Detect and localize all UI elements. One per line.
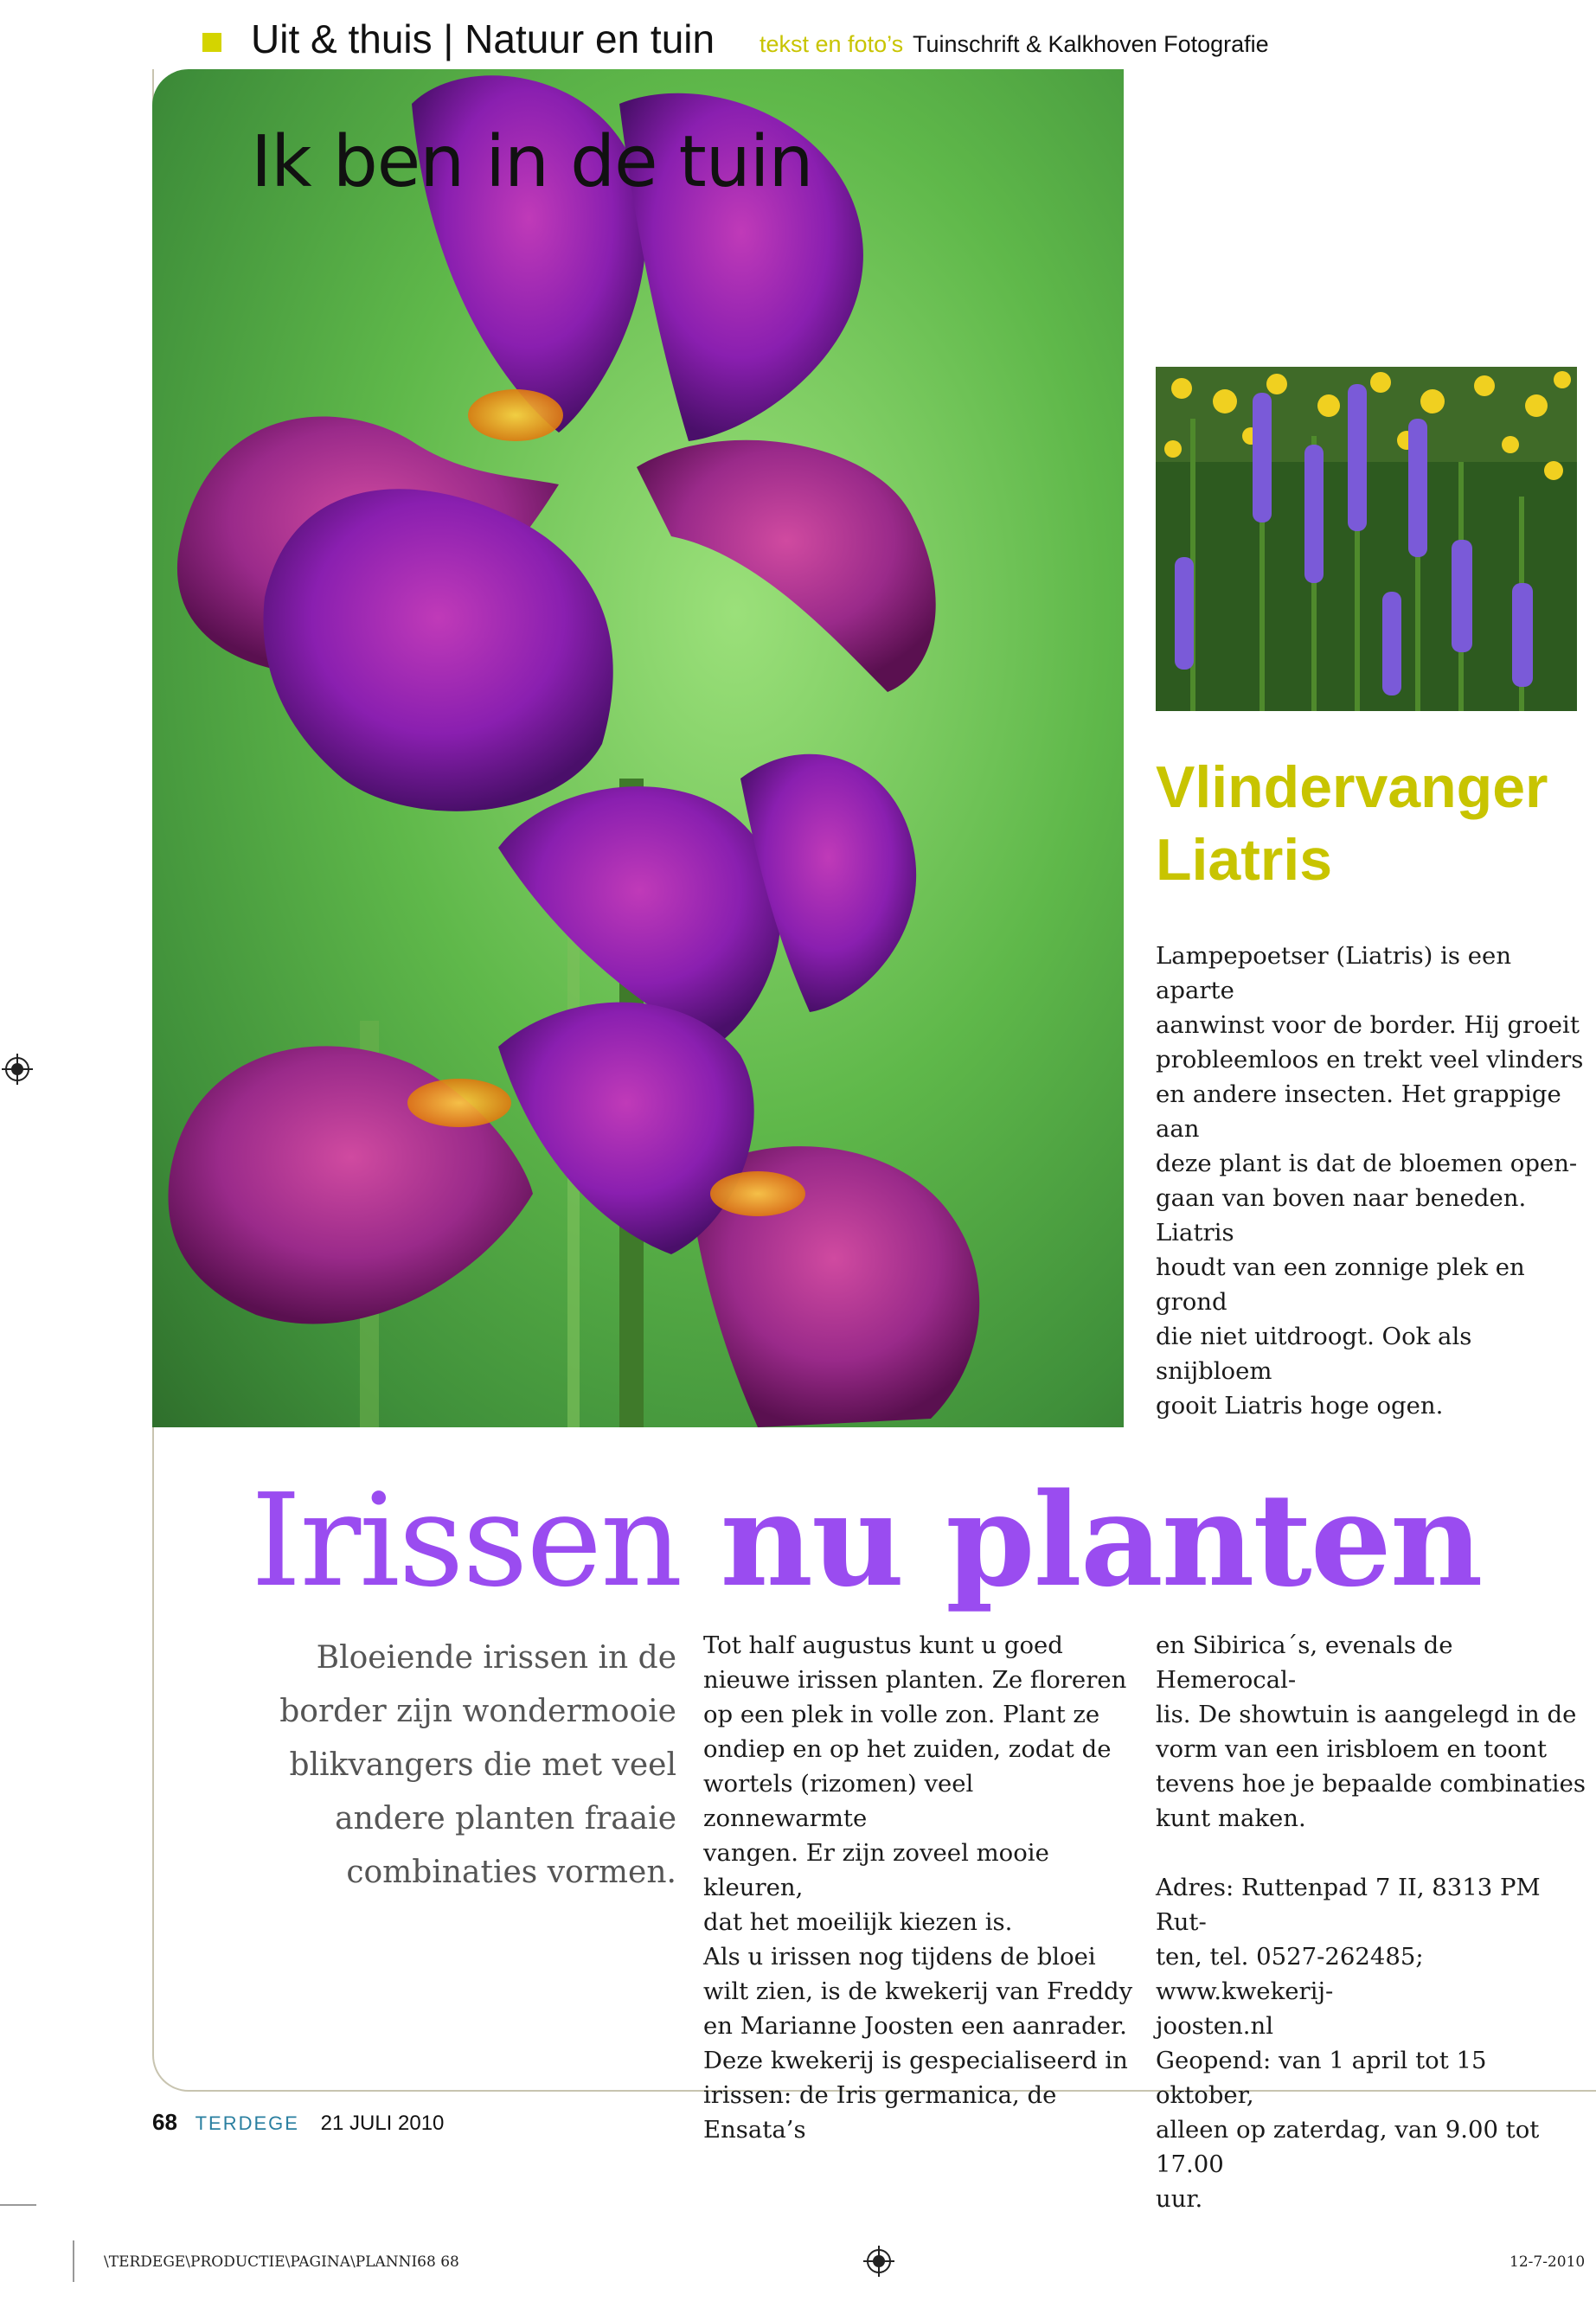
- section-title: Uit & thuis | Natuur en tuin: [251, 16, 715, 61]
- section-marker-square: [202, 33, 221, 52]
- liatris-illustration: [1156, 367, 1577, 711]
- iris-illustration: [152, 69, 1124, 1427]
- article-column-2: [1156, 1628, 1588, 2216]
- page-number: 68: [152, 2109, 177, 2135]
- credit-label: tekst en foto’s: [760, 31, 904, 57]
- column-line: tevens hoe je bepaalde combinaties: [1156, 1770, 1586, 1798]
- liatris-photo: [1156, 367, 1577, 711]
- headline-bold: nu planten: [720, 1465, 1482, 1615]
- column-line: joosten.nl: [1156, 2012, 1274, 2040]
- intro-line: Bloeiende irissen in de: [316, 1640, 676, 1676]
- column-line: dat het moeilijk kiezen is.: [703, 1908, 1013, 1936]
- sidebar-line: gooit Liatris hoge ogen.: [1156, 1392, 1444, 1420]
- column-line: vorm van een irisbloem en toont: [1156, 1735, 1547, 1763]
- headline-light: Irissen: [251, 1466, 682, 1615]
- intro-line: blikvangers die met veel: [289, 1747, 676, 1783]
- article-headline: [251, 1466, 1481, 1614]
- production-date: 12-7-2010: [1509, 2253, 1586, 2271]
- column-line: irissen: de Iris germanica, de Ensata’s: [703, 2081, 1057, 2144]
- sidebar-line: en andere insecten. Het grappige aan: [1156, 1080, 1561, 1143]
- magazine-name: TERDEGE: [195, 2112, 299, 2134]
- article-intro: [260, 1631, 676, 1900]
- registration-mark-icon: [2, 1054, 33, 1085]
- sidebar-line: Lampepoetser (Liatris) is een aparte: [1156, 942, 1512, 1004]
- sidebar-title-line2: Liatris: [1156, 827, 1333, 893]
- article-column-1: [703, 1628, 1136, 2147]
- column-line: vangen. Er zijn zoveel mooie kleuren,: [703, 1839, 1049, 1901]
- column-line: Adres: Ruttenpad 7 II, 8313 PM Rut-: [1156, 1874, 1541, 1936]
- page-footer: [152, 2109, 444, 2136]
- column-line: en Marianne Joosten een aanrader.: [703, 2012, 1127, 2040]
- column-line: op een plek in volle zon. Plant ze: [703, 1701, 1100, 1728]
- credit-text: Tuinschrift & Kalkhoven Fotografie: [913, 31, 1269, 57]
- intro-line: andere planten fraaie: [335, 1801, 676, 1836]
- sidebar-line: die niet uitdroogt. Ook als snijbloem: [1156, 1323, 1472, 1385]
- sidebar-line: houdt van een zonnige plek en grond: [1156, 1253, 1525, 1316]
- sidebar-line: probleemloos en trekt veel vlinders: [1156, 1046, 1584, 1074]
- intro-line: combinaties vormen.: [346, 1855, 676, 1890]
- paragraph-spacer: [1156, 1836, 1588, 1870]
- crop-mark: [73, 2240, 74, 2282]
- intro-line: border zijn wondermooie: [279, 1694, 676, 1729]
- registration-mark-icon: [863, 2246, 894, 2277]
- sidebar-line: aanwinst voor de border. Hij groeit: [1156, 1011, 1580, 1039]
- crop-mark: [0, 2204, 36, 2206]
- column-line: en Sibirica´s, evenals de Hemerocal-: [1156, 1631, 1453, 1694]
- column-line: Geopend: van 1 april tot 15 oktober,: [1156, 2047, 1487, 2109]
- column-line: ondiep en op het zuiden, zodat de: [703, 1735, 1112, 1763]
- iris-photo: [152, 69, 1124, 1427]
- photo-title: Ik ben in de tuin: [251, 121, 813, 203]
- column-line: wortels (rizomen) veel zonnewarmte: [703, 1770, 974, 1832]
- production-slug: \TERDEGE\PRODUCTIE\PAGINA\PLANNI68 68: [104, 2253, 459, 2271]
- column-line: Tot half augustus kunt u goed: [703, 1631, 1063, 1659]
- column-line: alleen op zaterdag, van 9.00 tot 17.00: [1156, 2116, 1540, 2178]
- sidebar-title: [1156, 751, 1548, 896]
- column-line: Als u irissen nog tijdens de bloei: [703, 1943, 1096, 1971]
- sidebar-line: gaan van boven naar beneden. Liatris: [1156, 1184, 1527, 1247]
- column-line: lis. De showtuin is aangelegd in de: [1156, 1701, 1577, 1728]
- column-line: ten, tel. 0527-262485; www.kwekerij-: [1156, 1943, 1424, 2005]
- column-line: kunt maken.: [1156, 1804, 1306, 1832]
- column-line: Deze kwekerij is gespecialiseerd in: [703, 2047, 1128, 2074]
- column-line: uur.: [1156, 2185, 1203, 2213]
- column-line: nieuwe irissen planten. Ze floreren: [703, 1666, 1127, 1694]
- column-line: wilt zien, is de kwekerij van Freddy: [703, 1977, 1133, 2005]
- sidebar-title-line1: Vlindervanger: [1156, 754, 1548, 820]
- issue-date: 21 JULI 2010: [320, 2112, 445, 2135]
- sidebar-line: deze plant is dat de bloemen open-: [1156, 1150, 1578, 1177]
- sidebar-body: [1156, 939, 1588, 1423]
